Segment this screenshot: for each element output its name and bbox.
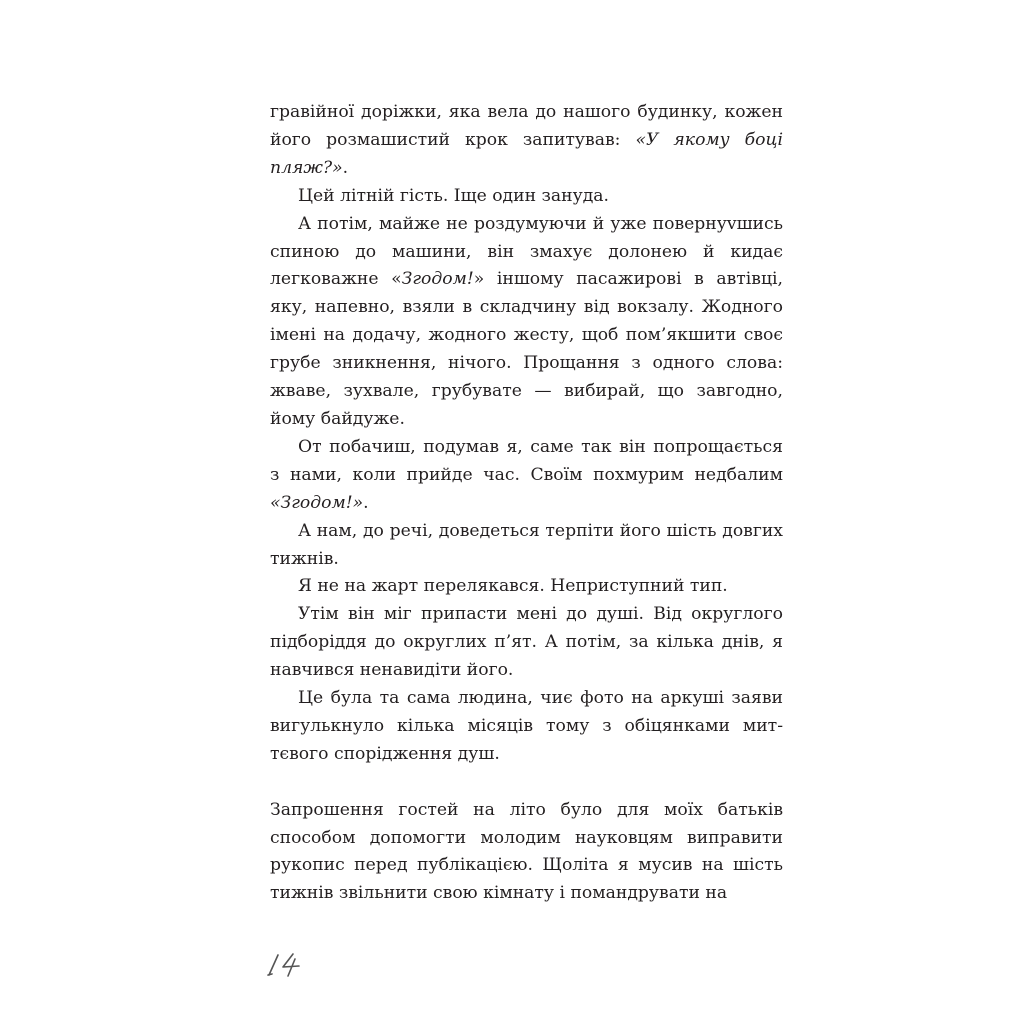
text-span: Це була та сама людина, чиє фото на аркуші заяви вигулькнуло кілька місяців тому з обіцянками миттєвого спорідження душ. bbox=[270, 688, 783, 764]
paragraph-5 bbox=[270, 518, 783, 574]
text-span: » іншому пасажирові в автівці, яку, напевно, взяли в складчину від вокзалу. Жодного імені на додачу, жодного жесту, щоб пом’якшити своє грубе зникнення, нічого. Прощання з одного слова: жваве, зухвале, грубувате — вибирай, що завгодно, йому байдуже. bbox=[270, 269, 783, 429]
italic-quote: «Згодом!» bbox=[270, 492, 364, 513]
paragraph-8 bbox=[270, 685, 783, 769]
italic-quote: «У якому боці пляж?» bbox=[270, 129, 783, 178]
text-span: . bbox=[342, 157, 349, 178]
text-span: Я не на жарт перелякався. Неприступний тип. bbox=[298, 576, 728, 597]
text-span: гравійної доріжки, яка вела до нашого будинку, кожен його розмашистий крок запитував: bbox=[270, 102, 783, 150]
paragraph-7 bbox=[270, 601, 783, 685]
paragraph-3 bbox=[270, 211, 783, 434]
paragraph-2 bbox=[270, 183, 783, 211]
text-span: А потім, майже не роздумуючи й уже повернуvшись спиною до машини, він змахує долонею й кидає легковажне « bbox=[270, 213, 783, 290]
text-span: Цей літній гість. Іще один зануда. bbox=[298, 185, 609, 206]
page-number bbox=[266, 950, 306, 978]
italic-quote: Згодом! bbox=[401, 269, 474, 290]
paragraph-6 bbox=[270, 573, 783, 601]
paragraph-1 bbox=[270, 99, 783, 183]
paragraph-4 bbox=[270, 434, 783, 518]
text-span: . bbox=[363, 492, 369, 513]
text-span: А нам, до речі, доведеться терпіти його шість довгих тижнів. bbox=[270, 520, 783, 569]
page-number-handwritten-glyph bbox=[266, 950, 306, 978]
paragraph-9-section-start bbox=[270, 797, 783, 909]
text-span: Запрошення гостей на літо було для моїх батьків способом допомогти молодим науковцям виправити рукопис перед публікацією. Щоліта я мусив на шість тижнів звільнити свою кімнату і помандрувати на bbox=[270, 799, 783, 904]
page-body bbox=[270, 99, 783, 908]
text-span: Утім він міг припасти мені до душі. Від округлого підборіддя до округлих п’ят. А потім, за кілька днів, я навчився ненавидіти його. bbox=[270, 604, 783, 681]
text-span: От побачиш, подумав я, саме так він попрощається з нами, коли прийде час. Своїм похмурим недбалим bbox=[270, 436, 783, 485]
